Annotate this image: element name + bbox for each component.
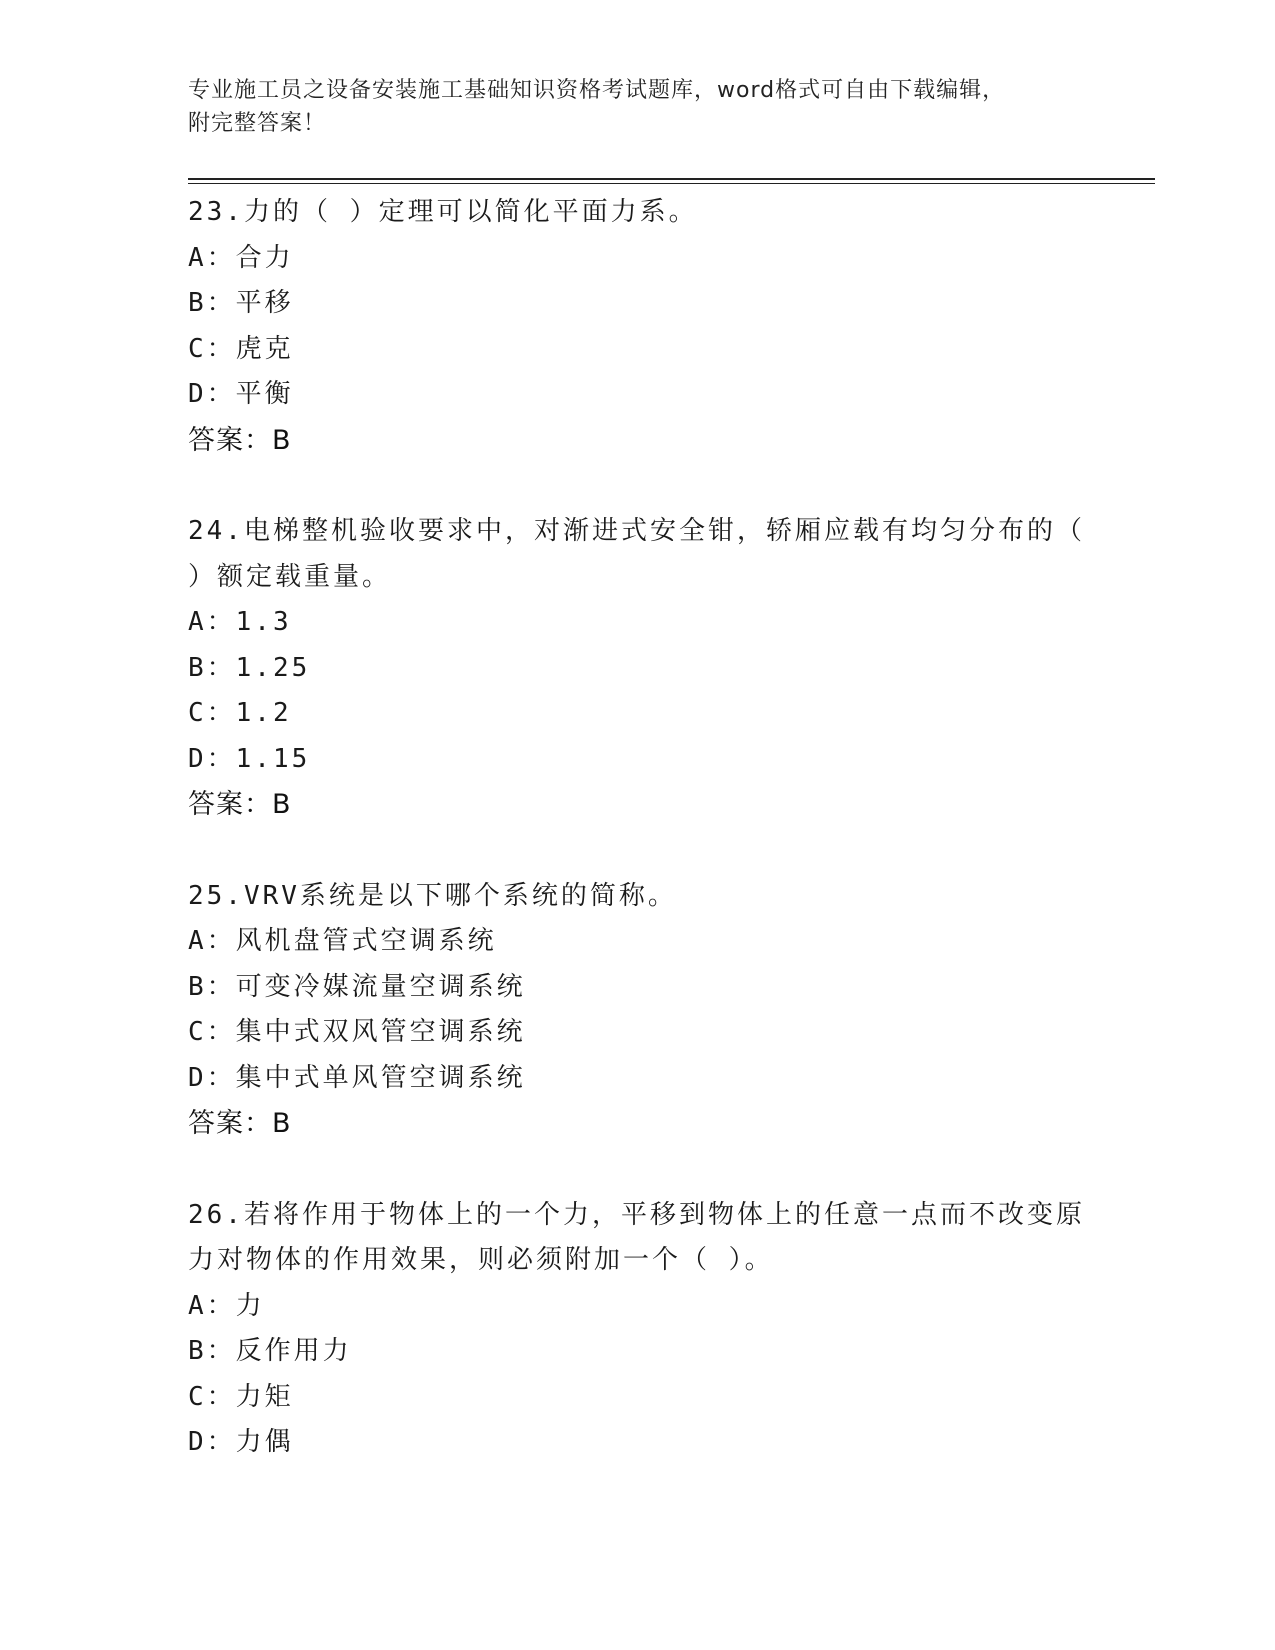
option-key: A： — [188, 926, 236, 956]
option-text: 力 — [235, 1290, 265, 1321]
option-text: 平衡 — [235, 379, 294, 409]
option-b — [188, 646, 1088, 692]
option-key: D： — [188, 379, 236, 409]
option-text: 反作用力 — [235, 1336, 352, 1366]
option-key: B： — [188, 971, 236, 1002]
question-26 — [188, 1193, 1088, 1466]
option-d — [188, 372, 1088, 418]
question-24 — [188, 509, 1088, 828]
question-stem: 24.电梯整机验收要求中，对渐进式安全钳，轿厢应载有均匀分布的（ ）额定载重量。 — [188, 516, 1085, 592]
option-key: C： — [188, 698, 236, 728]
option-key: C： — [188, 1381, 236, 1412]
option-text: 风机盘管式空调系统 — [235, 926, 497, 956]
answer-line: 答案：B — [188, 789, 292, 820]
option-b — [188, 281, 1088, 327]
option-text: 平移 — [235, 288, 294, 318]
option-key: D： — [188, 1062, 236, 1093]
question-stem: 26.若将作用于物体上的一个力，平移到物体上的任意一点而不改变原力对物体的作用效果，则必须附加一个（ ）。 — [188, 1199, 1085, 1275]
option-text: 1.3 — [235, 607, 292, 637]
header-line-2: 附完整答案！ — [188, 111, 327, 136]
option-d — [188, 737, 1088, 783]
header-rule-thick — [188, 178, 1155, 180]
option-b — [188, 965, 1088, 1011]
option-key: A： — [188, 1290, 236, 1321]
option-b — [188, 1329, 1088, 1375]
option-text: 力偶 — [235, 1427, 294, 1457]
option-key: B： — [188, 288, 236, 318]
answer-line: 答案：B — [188, 1108, 292, 1139]
option-text: 合力 — [235, 242, 294, 273]
question-stem: 23.力的（ ）定理可以简化平面力系。 — [188, 197, 698, 227]
option-key: C： — [188, 333, 236, 364]
option-key: D： — [188, 1427, 236, 1457]
option-text: 可变冷媒流量空调系统 — [235, 971, 526, 1002]
option-key: D： — [188, 743, 236, 774]
option-key: B： — [188, 1336, 236, 1366]
option-text: 1.15 — [235, 743, 311, 774]
option-key: A： — [188, 607, 236, 637]
option-a — [188, 1284, 1088, 1330]
option-a — [188, 236, 1088, 282]
question-stem: 25.VRV系统是以下哪个系统的简称。 — [188, 880, 677, 911]
answer-line: 答案：B — [188, 424, 292, 456]
option-key: C： — [188, 1017, 236, 1047]
option-key: B： — [188, 652, 236, 683]
option-key: A： — [188, 242, 236, 273]
option-a — [188, 919, 1088, 965]
header-line-1: 专业施工员之设备安装施工基础知识资格考试题库，word格式可自由下载编辑， — [188, 78, 1006, 103]
option-c — [188, 691, 1088, 737]
question-23 — [188, 190, 1088, 463]
option-text: 集中式单风管空调系统 — [235, 1062, 526, 1093]
document-header — [188, 74, 1088, 140]
option-d — [188, 1420, 1088, 1466]
option-c — [188, 327, 1088, 373]
header-rule-thin — [188, 183, 1155, 184]
option-c — [188, 1375, 1088, 1421]
option-text: 虎克 — [235, 333, 294, 364]
option-text: 1.2 — [235, 698, 292, 728]
option-text: 集中式双风管空调系统 — [235, 1017, 526, 1047]
question-25 — [188, 874, 1088, 1147]
option-text: 1.25 — [235, 652, 311, 683]
option-c — [188, 1010, 1088, 1056]
option-d — [188, 1056, 1088, 1102]
option-text: 力矩 — [235, 1381, 294, 1412]
option-a — [188, 600, 1088, 646]
question-list — [188, 190, 1088, 1512]
